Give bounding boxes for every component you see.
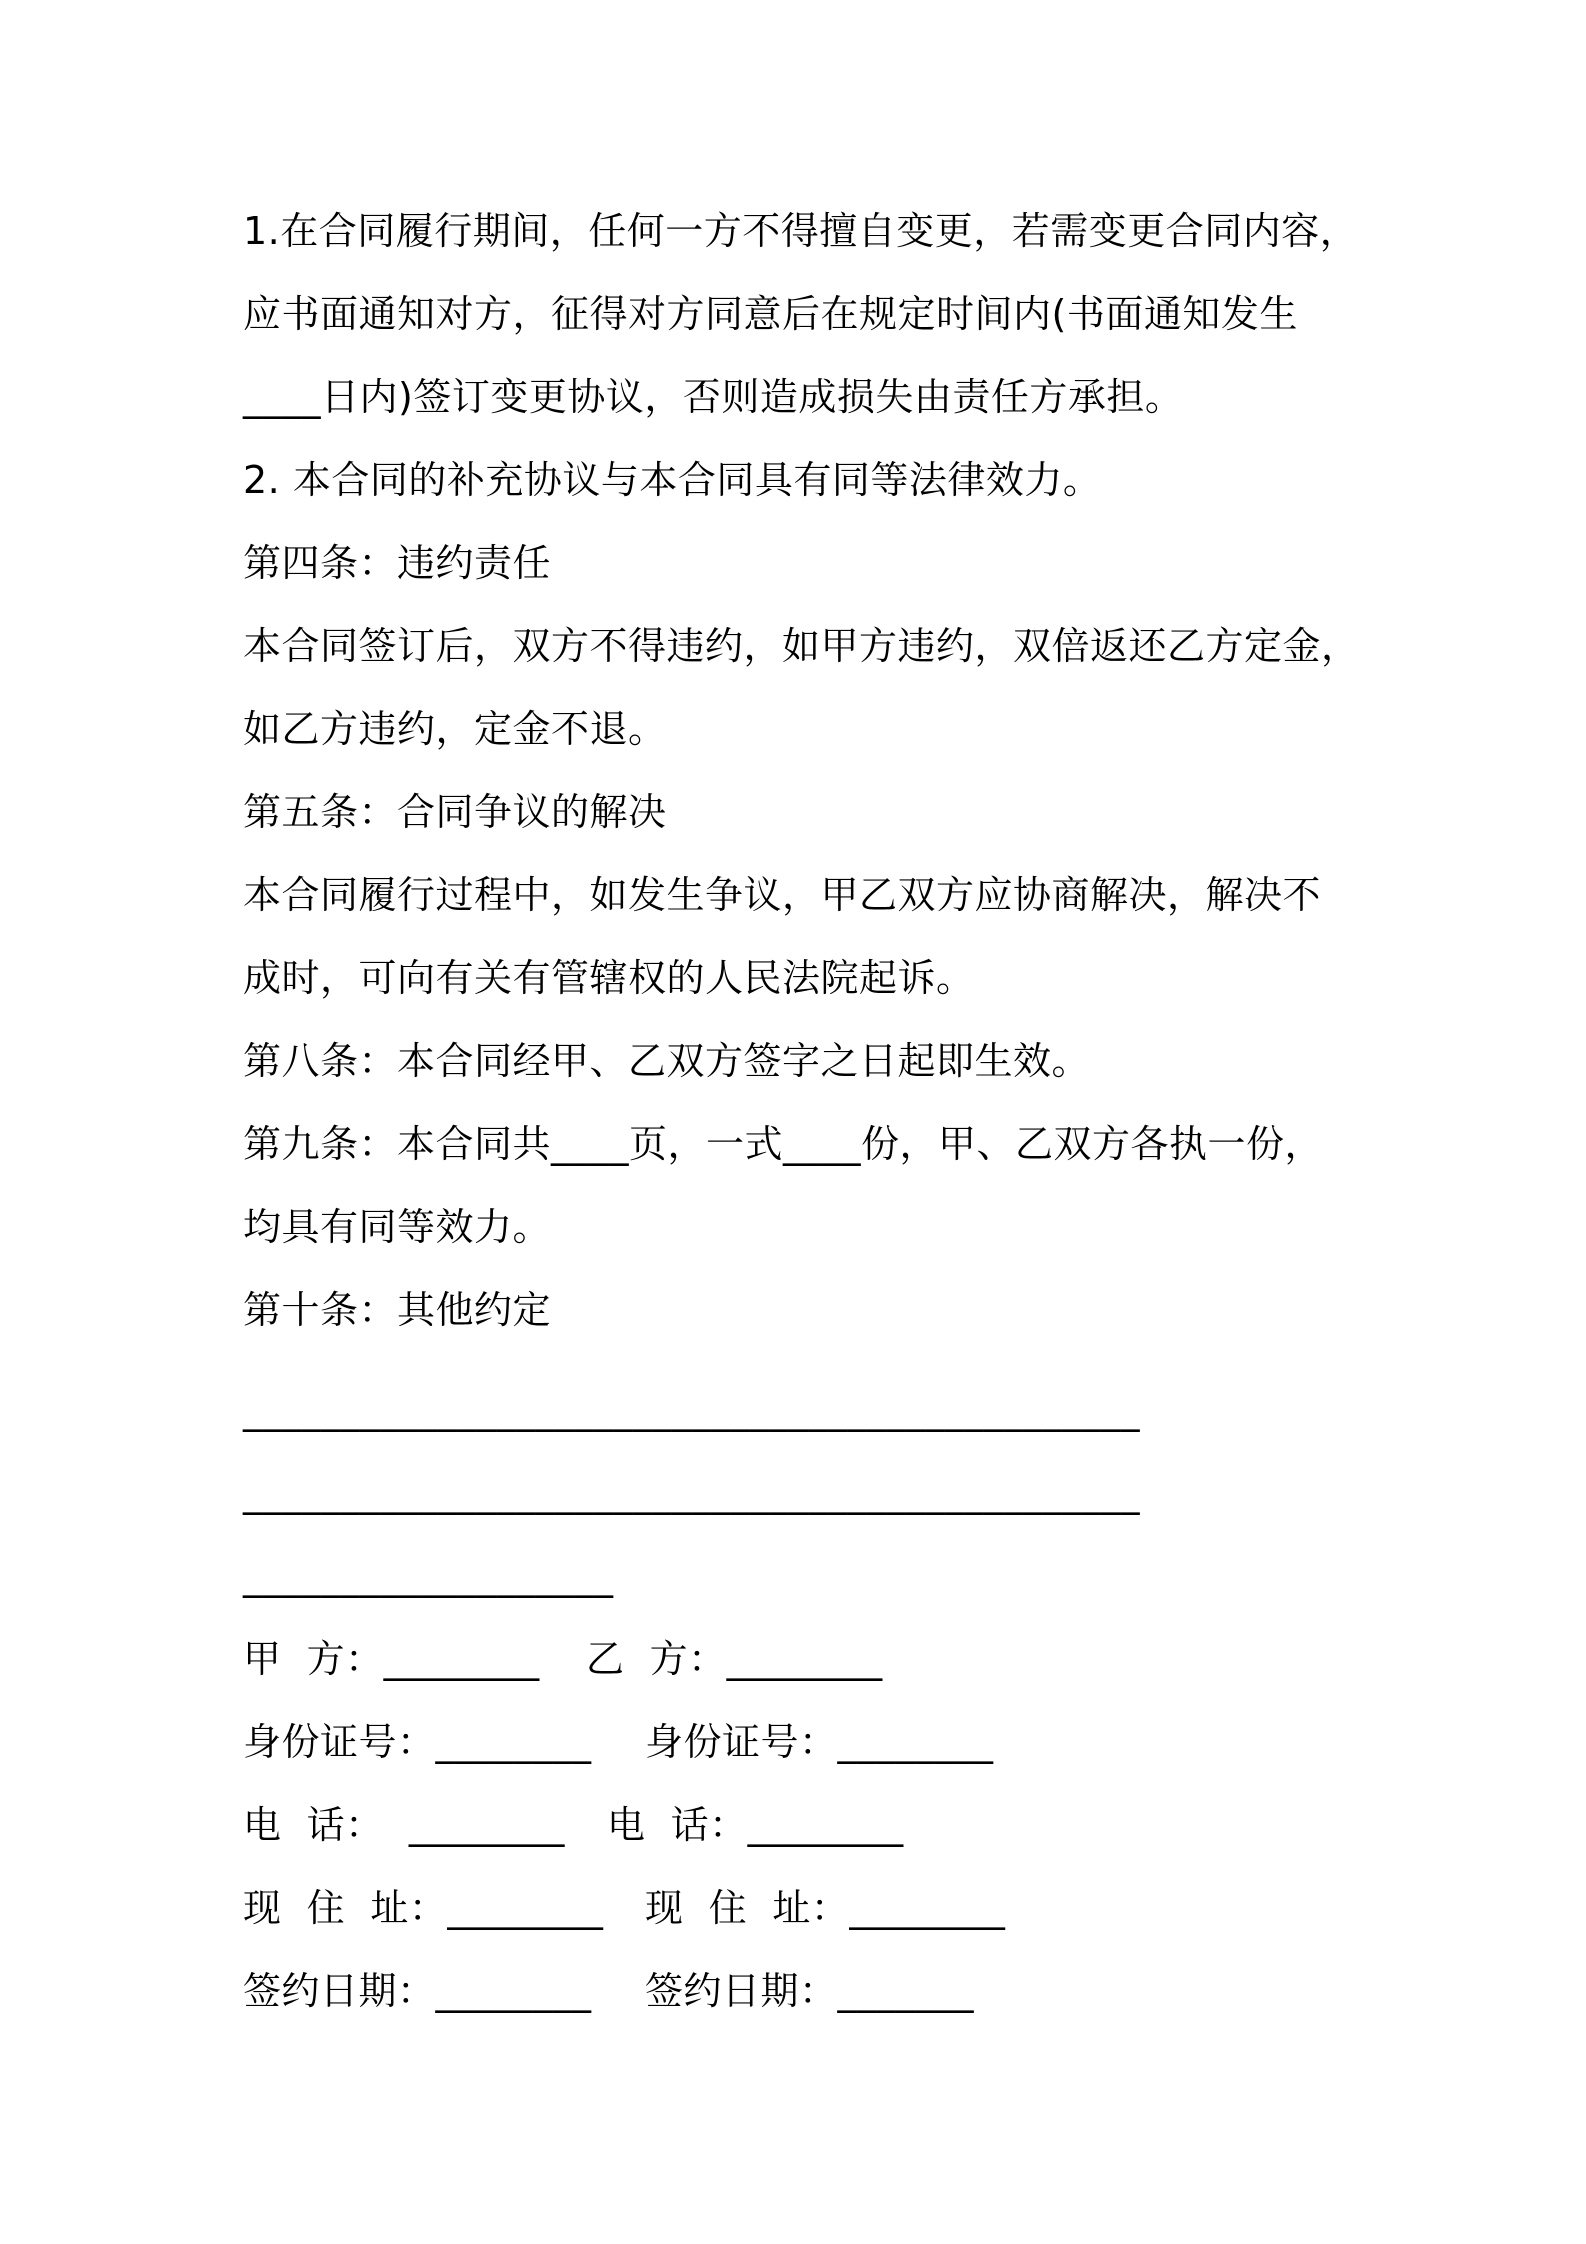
clause8: 第八条：本合同经甲、乙双方签字之日起即生效。 <box>243 1039 1091 1083</box>
clause10-heading: 第十条：其他约定 <box>243 1288 552 1332</box>
clause4-line2: 如乙方违约，定金不退。 <box>243 707 667 751</box>
party-a-field: 甲 方：________ <box>243 1637 540 1681</box>
clause3-item1-line2: 应书面通知对方，征得对方同意后在规定时间内(书面通知发生 <box>243 292 1298 336</box>
clause9-line1: 第九条：本合同共____页，一式____份，甲、乙双方各执一份， <box>243 1122 1324 1166</box>
clause4-heading: 第四条：违约责任 <box>243 541 552 585</box>
clause9-line2: 均具有同等效力。 <box>243 1205 552 1249</box>
clause3-item1-line1: 1.在合同履行期间，任何一方不得擅自变更，若需变更合同内容， <box>243 209 1359 253</box>
id-a-field: 身份证号：________ <box>243 1720 592 1764</box>
party-b-field: 乙 方：________ <box>586 1637 883 1681</box>
clause3-item1-line3: ____日内)签订变更协议，否则造成损失由责任方承担。 <box>243 375 1184 419</box>
blank-line-1: ______________________________________________ <box>243 1388 1140 1432</box>
date-a-field: 签约日期：________ <box>243 1969 592 2013</box>
date-b-field: 签约日期：_______ <box>645 1969 975 2013</box>
clause4-line1: 本合同签订后，双方不得违约，如甲方违约，双倍返还乙方定金， <box>243 624 1360 668</box>
phone-b-field: 电 话：________ <box>607 1803 904 1847</box>
clause3-item2: 2. 本合同的补充协议与本合同具有同等法律效力。 <box>243 458 1102 502</box>
address-a-field: 现 住 址：________ <box>243 1886 604 1930</box>
address-b-field: 现 住 址：________ <box>645 1886 1006 1930</box>
phone-a-field: 电 话： ________ <box>243 1803 565 1847</box>
clause5-heading: 第五条：合同争议的解决 <box>243 790 667 834</box>
blank-line-2: ______________________________________________ <box>243 1471 1140 1515</box>
id-b-field: 身份证号：________ <box>645 1720 994 1764</box>
blank-line-3: ___________________ <box>243 1554 614 1598</box>
clause5-line1: 本合同履行过程中，如发生争议，甲乙双方应协商解决，解决不 <box>243 873 1322 917</box>
clause5-line2: 成时，可向有关有管辖权的人民法院起诉。 <box>243 956 975 1000</box>
